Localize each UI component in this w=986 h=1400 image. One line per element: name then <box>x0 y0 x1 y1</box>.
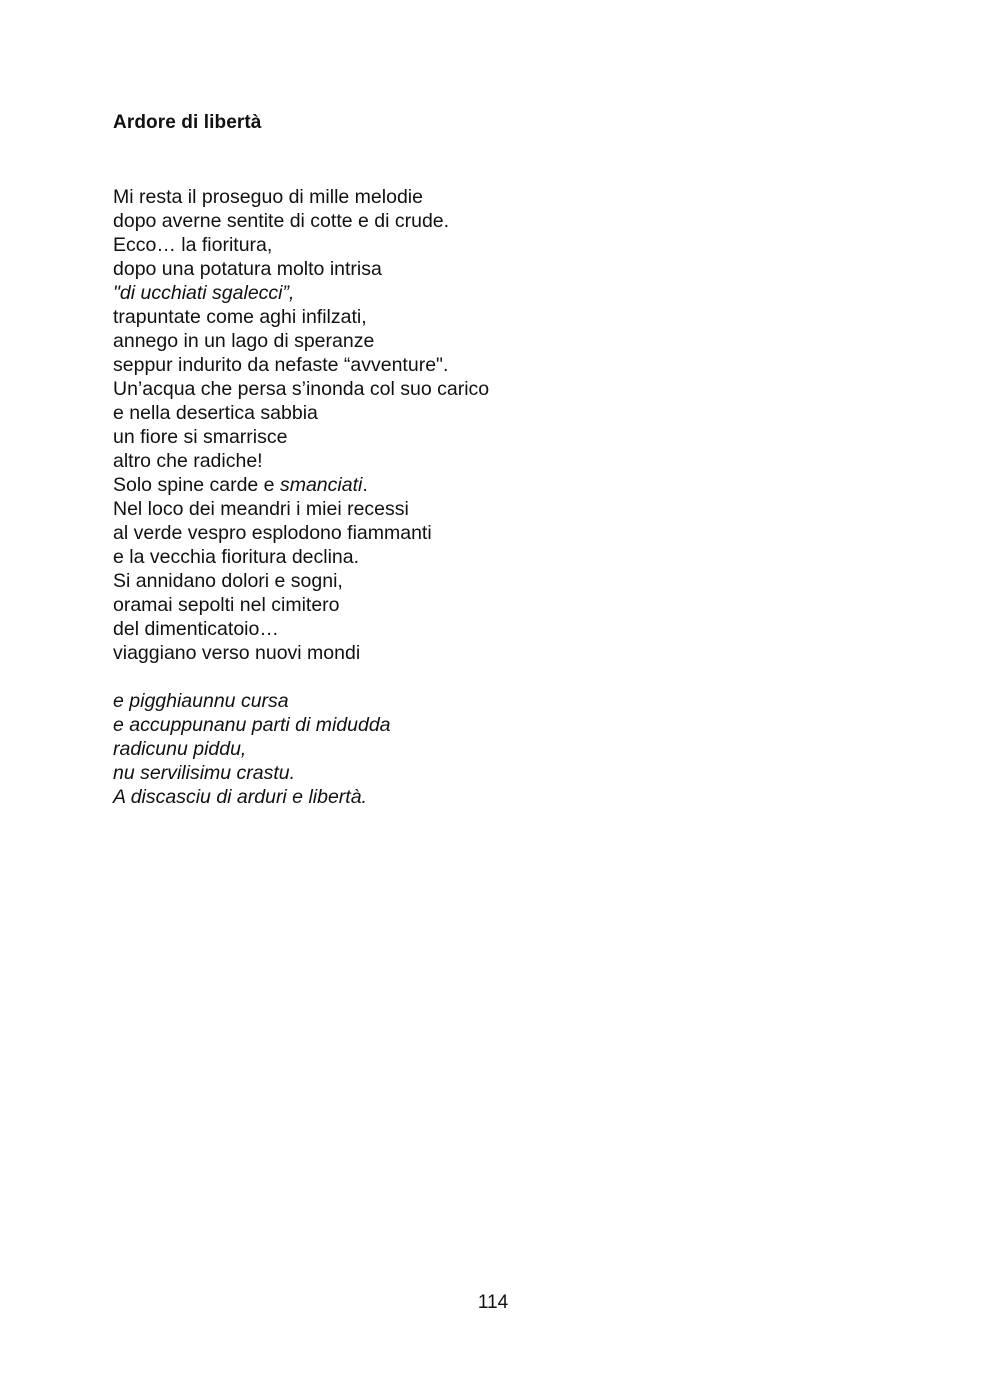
poem-line <box>113 233 489 257</box>
poem-line-segment: e la vecchia fioritura declina. <box>113 546 360 568</box>
poem-line <box>113 329 489 353</box>
poem-line-segment: trapuntate come aghi infilzati, <box>113 306 367 328</box>
poem-line <box>113 521 489 545</box>
poem-stanza-2 <box>113 689 391 809</box>
poem-line <box>113 305 489 329</box>
poem-line-segment: e nella desertica sabbia <box>113 402 318 424</box>
poem-line <box>113 617 489 641</box>
poem-line-italic-segment: "di ucchiati sgalecci”, <box>113 282 295 304</box>
poem-line: A discasciu di arduri e libertà. <box>113 786 367 808</box>
poem-line-segment: Mi resta il proseguo di mille melodie <box>113 186 423 208</box>
page-number: 114 <box>477 1292 509 1313</box>
poem-line: radicunu piddu, <box>113 738 247 760</box>
poem-line <box>113 185 489 209</box>
poem-line-segment: Si annidano dolori e sogni, <box>113 570 343 592</box>
poem-line-segment: annego in un lago di speranze <box>113 330 375 352</box>
poem-line <box>113 401 489 425</box>
poem-line-segment: Solo spine carde e <box>113 474 280 496</box>
poem-line: e accuppunanu parti di midudda <box>113 714 391 736</box>
poem-line <box>113 569 489 593</box>
poem-line <box>113 641 489 665</box>
poem-line <box>113 425 489 449</box>
poem-line-italic-segment: smanciati <box>279 474 363 496</box>
poem-line-segment: dopo averne sentite di cotte e di crude. <box>113 210 450 232</box>
poem-line <box>113 449 489 473</box>
poem-line-segment: seppur indurito da nefaste “avventure". <box>113 354 449 376</box>
poem-line <box>113 257 489 281</box>
poem-line <box>113 473 489 497</box>
poem-line <box>113 281 489 305</box>
poem-line: nu servilisimu crastu. <box>113 762 296 784</box>
poem-title: Ardore di libertà <box>113 112 262 133</box>
poem-line-segment: dopo una potatura molto intrisa <box>113 258 382 280</box>
poem-line <box>113 545 489 569</box>
poem-line <box>113 209 489 233</box>
poem-line-segment: Ecco… la fioritura, <box>113 234 273 256</box>
poem-line <box>113 593 489 617</box>
poem-line <box>113 497 489 521</box>
poem-line-segment: viaggiano verso nuovi mondi <box>113 642 361 664</box>
poem-line: e pigghiaunnu cursa <box>113 690 289 712</box>
poem-stanza-1 <box>113 185 489 665</box>
poem-line <box>113 377 489 401</box>
poem-line-segment: . <box>362 474 368 496</box>
poem-line-segment: al verde vespro esplodono fiammanti <box>113 522 432 544</box>
poem-line-segment: oramai sepolti nel cimitero <box>113 594 340 616</box>
poem-line-segment: un fiore si smarrisce <box>113 426 288 448</box>
poem-line-segment: del dimenticatoio… <box>113 618 279 640</box>
poem-line-segment: Nel loco dei meandri i miei recessi <box>113 498 409 520</box>
poem-line-segment: altro che radiche! <box>113 450 263 472</box>
poem-line <box>113 353 489 377</box>
poem-line-segment: Un’acqua che persa s’inonda col suo carico <box>113 378 490 400</box>
